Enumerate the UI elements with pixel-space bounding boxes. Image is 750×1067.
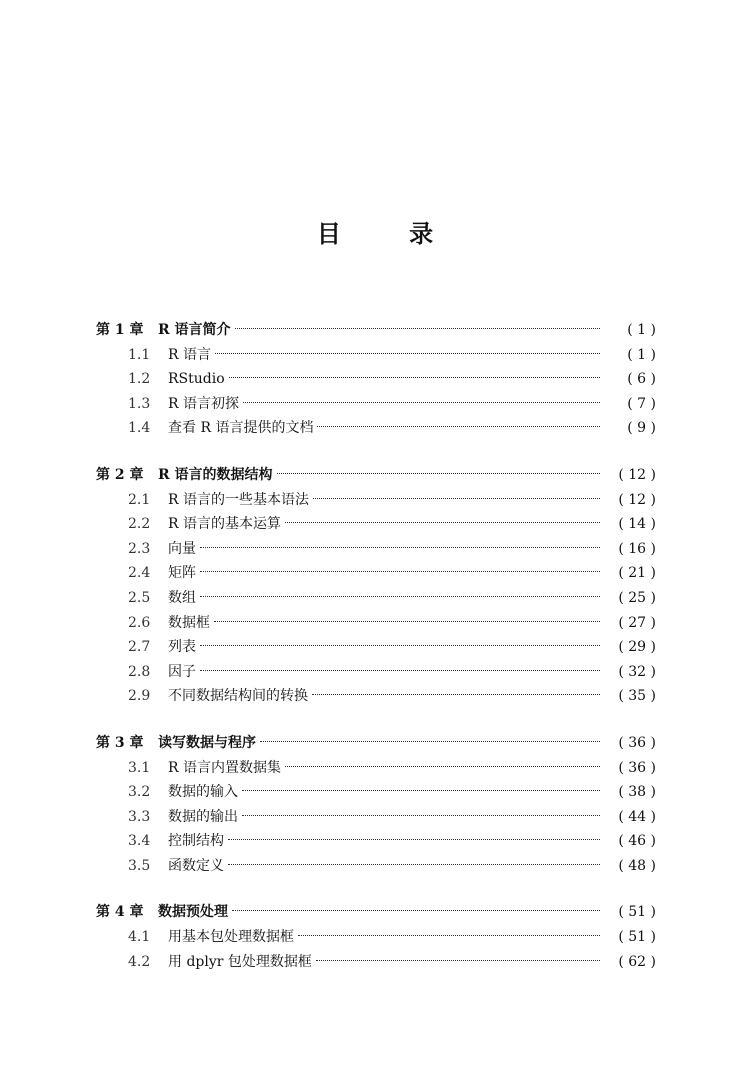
section-entry-page-number: ( 48 )	[618, 857, 656, 874]
section-entry-page-number: ( 9 )	[627, 420, 656, 437]
section-entry[interactable]	[0, 586, 750, 611]
section-entry-title: 数据框	[168, 614, 210, 631]
dot-leader	[313, 498, 600, 499]
section-entry-page-number: ( 14 )	[618, 516, 656, 533]
section-entry-title: 查看 R 语言提供的文档	[168, 420, 314, 437]
section-entry[interactable]	[0, 537, 750, 562]
section-entry-number: 2.7	[128, 639, 151, 656]
section-entry-title: 矩阵	[168, 565, 196, 582]
section-entry-page-number: ( 6 )	[627, 371, 656, 388]
section-entry-number: 3.1	[128, 759, 151, 776]
section-entry-page-number: ( 16 )	[618, 540, 656, 557]
chapter-entry-title: 读写数据与程序	[158, 734, 256, 751]
section-entry-number: 2.5	[128, 589, 151, 606]
section-entry-page-number: ( 38 )	[618, 784, 656, 801]
chapter-entry-number: 第 3 章	[96, 734, 144, 751]
section-entry-number: 3.3	[128, 808, 151, 825]
section-entry-page-number: ( 12 )	[618, 491, 656, 508]
chapter-entry-number: 第 4 章	[96, 904, 144, 921]
chapter-entry[interactable]	[0, 463, 750, 488]
section-entry-title: R 语言	[168, 346, 211, 363]
dot-leader	[316, 960, 600, 961]
section-entry[interactable]	[0, 343, 750, 368]
section-entry[interactable]	[0, 367, 750, 392]
section-entry-title: 数据的输出	[168, 808, 238, 825]
chapter-block	[0, 900, 750, 974]
chapter-entry[interactable]	[0, 900, 750, 925]
section-entry-title: 数据的输入	[168, 784, 238, 801]
section-entry-title: RStudio	[168, 371, 225, 388]
section-entry-number: 2.9	[128, 688, 151, 705]
section-entry-title: 用基本包处理数据框	[168, 929, 294, 946]
section-entry[interactable]	[0, 780, 750, 805]
dot-leader	[228, 864, 600, 865]
chapter-entry-page-number: ( 1 )	[627, 322, 656, 338]
section-entry-title: R 语言的基本运算	[168, 516, 281, 533]
section-entry-page-number: ( 51 )	[618, 929, 656, 946]
dot-leader	[200, 547, 600, 548]
section-entry-page-number: ( 29 )	[618, 639, 656, 656]
dot-leader	[277, 473, 600, 474]
section-entry[interactable]	[0, 805, 750, 830]
section-entry-number: 1.3	[128, 395, 151, 412]
dot-leader	[200, 670, 600, 671]
section-entry[interactable]	[0, 684, 750, 709]
table-of-contents	[0, 318, 750, 996]
chapter-entry-number: 第 2 章	[96, 466, 144, 483]
section-entry-page-number: ( 46 )	[618, 833, 656, 850]
section-entry-title: 控制结构	[168, 833, 224, 850]
section-entry-title: R 语言初探	[168, 395, 239, 412]
section-entry-page-number: ( 27 )	[618, 614, 656, 631]
section-entry-number: 2.8	[128, 663, 151, 680]
section-entry[interactable]	[0, 854, 750, 879]
section-entry-number: 2.1	[128, 491, 151, 508]
chapter-entry[interactable]	[0, 318, 750, 343]
chapter-entry-number: 第 1 章	[96, 322, 144, 338]
chapter-entry-title: 数据预处理	[158, 904, 228, 921]
dot-leader	[200, 596, 600, 597]
dot-leader	[260, 741, 600, 742]
section-entry-number: 3.5	[128, 857, 151, 874]
chapter-entry-page-number: ( 36 )	[618, 734, 656, 751]
section-entry-title: 不同数据结构间的转换	[168, 688, 308, 705]
dot-leader	[285, 522, 600, 523]
section-entry[interactable]	[0, 756, 750, 781]
dot-leader	[200, 645, 600, 646]
section-entry-number: 1.2	[128, 371, 151, 388]
section-entry-page-number: ( 32 )	[618, 663, 656, 680]
section-entry-number: 3.2	[128, 784, 151, 801]
section-entry-number: 4.1	[128, 929, 151, 946]
chapter-block	[0, 731, 750, 879]
section-entry-page-number: ( 21 )	[618, 565, 656, 582]
section-entry-number: 1.4	[128, 420, 151, 437]
section-entry[interactable]	[0, 660, 750, 685]
section-entry-page-number: ( 44 )	[618, 808, 656, 825]
section-entry-page-number: ( 35 )	[618, 688, 656, 705]
section-entry[interactable]	[0, 512, 750, 537]
dot-leader	[298, 935, 600, 936]
section-entry-page-number: ( 7 )	[627, 395, 656, 412]
section-entry[interactable]	[0, 950, 750, 975]
section-entry-page-number: ( 36 )	[618, 759, 656, 776]
section-entry[interactable]	[0, 488, 750, 513]
section-entry[interactable]	[0, 416, 750, 441]
dot-leader	[312, 694, 600, 695]
section-entry-page-number: ( 25 )	[618, 589, 656, 606]
section-entry-title: 用 dplyr 包处理数据框	[168, 953, 312, 970]
dot-leader	[317, 426, 600, 427]
chapter-entry-page-number: ( 51 )	[618, 904, 656, 921]
section-entry[interactable]	[0, 611, 750, 636]
dot-leader	[200, 571, 600, 572]
dot-leader	[232, 910, 600, 911]
section-entry-title: 向量	[168, 540, 196, 557]
section-entry-page-number: ( 1 )	[627, 346, 656, 363]
page-title: 目 录	[316, 219, 464, 248]
dot-leader	[242, 815, 600, 816]
section-entry-number: 2.6	[128, 614, 151, 631]
section-entry-title: 函数定义	[168, 857, 224, 874]
chapter-block	[0, 463, 750, 709]
section-entry-title: R 语言的一些基本语法	[168, 491, 309, 508]
dot-leader	[215, 353, 600, 354]
section-entry-number: 2.3	[128, 540, 151, 557]
dot-leader	[285, 766, 600, 767]
chapter-entry-page-number: ( 12 )	[618, 466, 656, 483]
chapter-block	[0, 318, 750, 441]
chapter-entry-title: R 语言的数据结构	[158, 466, 273, 483]
section-entry-number: 1.1	[128, 346, 151, 363]
section-entry[interactable]	[0, 635, 750, 660]
chapter-entry[interactable]	[0, 731, 750, 756]
section-entry-number: 2.2	[128, 516, 151, 533]
section-entry[interactable]	[0, 829, 750, 854]
section-entry[interactable]	[0, 561, 750, 586]
section-entry-number: 2.4	[128, 565, 151, 582]
section-entry-title: R 语言内置数据集	[168, 759, 281, 776]
section-entry-number: 3.4	[128, 833, 151, 850]
section-entry[interactable]	[0, 925, 750, 950]
section-entry[interactable]	[0, 392, 750, 417]
section-entry-title: 数组	[168, 589, 196, 606]
dot-leader	[214, 621, 600, 622]
dot-leader	[229, 377, 600, 378]
chapter-entry-title: R 语言简介	[158, 322, 231, 338]
section-entry-number: 4.2	[128, 953, 151, 970]
dot-leader	[235, 328, 600, 329]
section-entry-title: 因子	[168, 663, 196, 680]
dot-leader	[243, 402, 600, 403]
dot-leader	[242, 790, 600, 791]
dot-leader	[228, 839, 600, 840]
section-entry-title: 列表	[168, 639, 196, 656]
section-entry-page-number: ( 62 )	[618, 953, 656, 970]
